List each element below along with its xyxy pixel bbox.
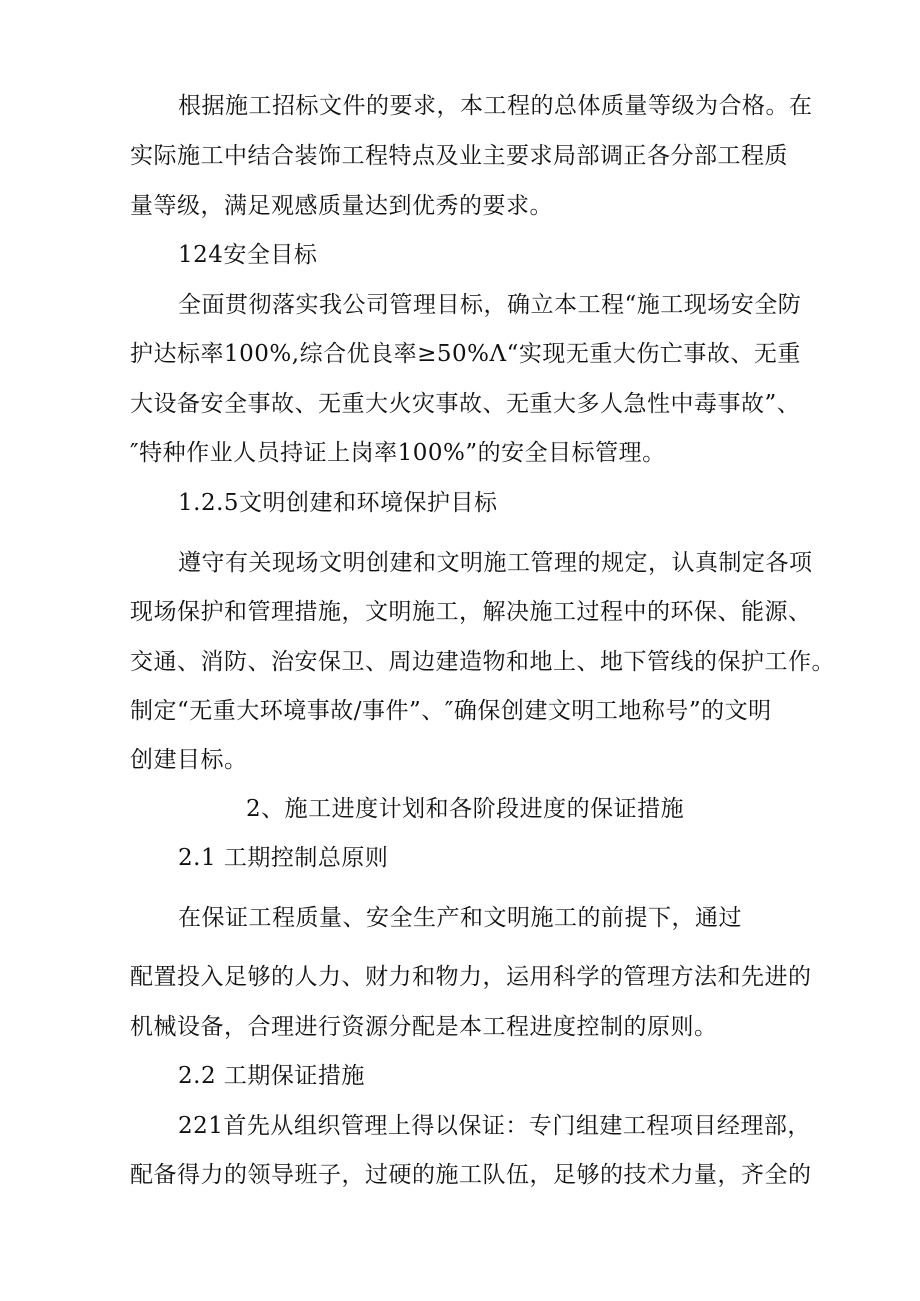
paragraph-line: 221首先从组织管理上得以保证：专门组建工程项目经理部，	[178, 1113, 811, 1139]
paragraph-line: 护达标率100%,综合优良率≥50%Λ“实现无重大伤亡事故、无重	[130, 341, 801, 367]
paragraph-line: ″特种作业人员持证上岗率100%”的安全目标管理。	[130, 440, 666, 466]
paragraph-line: 在保证工程质量、安全生产和文明施工的前提下，通过	[178, 905, 742, 931]
paragraph-line: 量等级，满足观感质量达到优秀的要求。	[130, 193, 553, 219]
paragraph-line: 实际施工中结合装饰工程特点及业主要求局部调正各分部工程质	[130, 143, 788, 169]
paragraph-line: 大设备安全事故、无重大火灾事故、无重大多人急性中毒事故”、	[130, 391, 801, 417]
paragraph-line: 创建目标。	[130, 747, 248, 773]
paragraph-line: 交通、消防、治安保卫、周边建造物和地上、地下管线的保护工作。	[130, 649, 835, 675]
paragraph-line: 制定“无重大环境事故/事件”、″确保创建文明工地称号”的文明	[130, 698, 772, 724]
section-heading: 1.2.5文明创建和环境保护目标	[178, 490, 498, 516]
section-heading: 2.1 工期控制总原则	[178, 845, 389, 871]
paragraph-line: 遵守有关现场文明创建和文明施工管理的规定，认真制定各项	[178, 550, 813, 576]
paragraph-line: 配置投入足够的人力、财力和物力，运用科学的管理方法和先进的	[130, 964, 812, 990]
paragraph-line: 全面贯彻落实我公司管理目标，确立本工程“施工现场安全防	[178, 292, 802, 318]
paragraph-line: 现场保护和管理措施，文明施工，解决施工过程中的环保、能源、	[130, 599, 812, 625]
chapter-heading: 2、施工进度计划和各阶段进度的保证措施	[246, 796, 685, 822]
section-heading: 2.2 工期保证措施	[178, 1063, 365, 1089]
paragraph-line: 根据施工招标文件的要求，本工程的总体质量等级为合格。在	[178, 93, 813, 119]
section-heading: 124安全目标	[178, 242, 318, 268]
paragraph-line: 配备得力的领导班子，过硬的施工队伍，足够的技术力量，齐全的	[130, 1162, 812, 1188]
paragraph-line: 机械设备，合理进行资源分配是本工程进度控制的原则。	[130, 1014, 718, 1040]
